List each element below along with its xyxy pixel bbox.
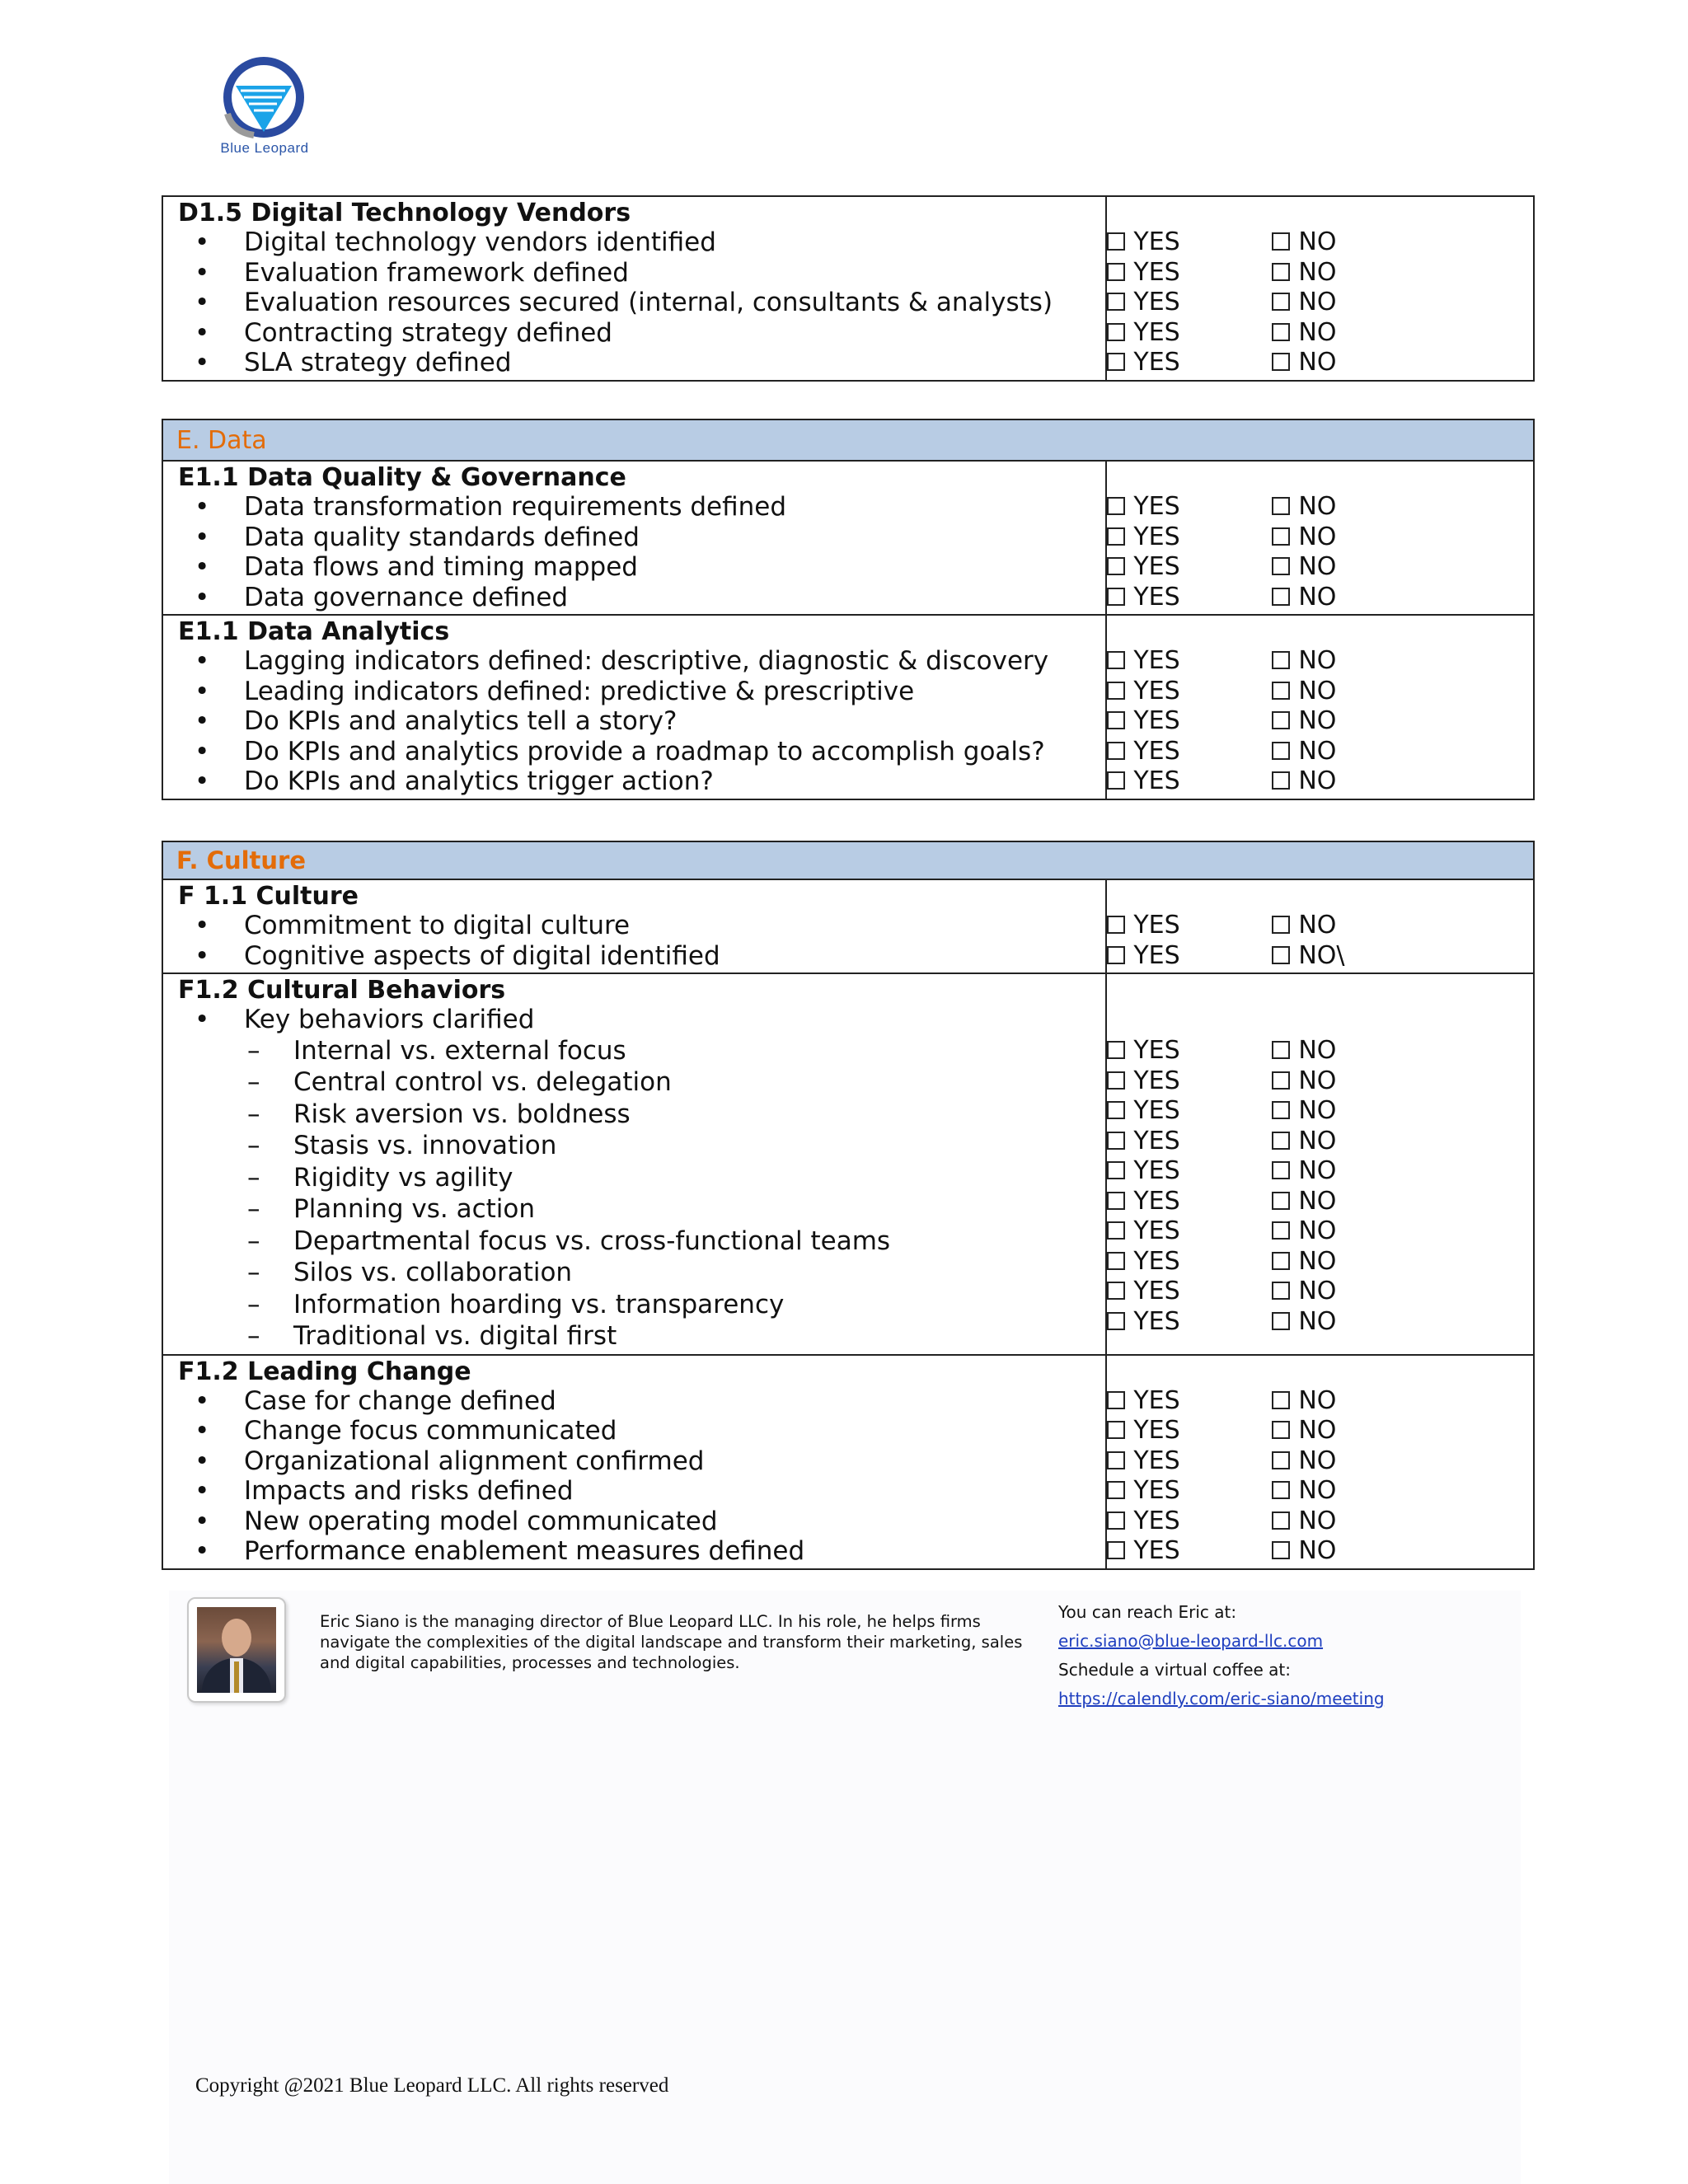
no-checkbox[interactable]: NO bbox=[1272, 1446, 1336, 1477]
yes-checkbox[interactable]: YES bbox=[1107, 552, 1179, 583]
f11-questions bbox=[162, 879, 1106, 973]
answer-row bbox=[1107, 1187, 1533, 1217]
no-checkbox[interactable]: NO bbox=[1272, 1036, 1336, 1066]
list-item: • Do KPIs and analytics tell a story? bbox=[195, 706, 678, 736]
no-checkbox[interactable]: NO bbox=[1272, 523, 1336, 553]
no-checkbox[interactable]: NO bbox=[1272, 1127, 1336, 1157]
yes-checkbox[interactable]: YES bbox=[1107, 1096, 1179, 1127]
answer-row bbox=[1107, 737, 1533, 767]
answer-row bbox=[1107, 1386, 1533, 1417]
no-checkbox[interactable]: NO bbox=[1272, 1216, 1336, 1247]
answer-row bbox=[1107, 706, 1533, 737]
copyright-notice: Copyright @2021 Blue Leopard LLC. All rights reserved bbox=[195, 2074, 669, 2097]
list-item: • Do KPIs and analytics provide a roadmap to accomplish goals? bbox=[195, 736, 1045, 766]
answer-row bbox=[1107, 583, 1533, 613]
yes-checkbox[interactable]: YES bbox=[1107, 646, 1179, 677]
no-checkbox[interactable]: NO bbox=[1272, 318, 1336, 349]
list-item: • Data transformation requirements defined bbox=[195, 492, 787, 522]
e11-questions bbox=[162, 461, 1106, 615]
yes-checkbox[interactable]: YES bbox=[1107, 1216, 1179, 1247]
answer-row bbox=[1107, 1277, 1533, 1307]
no-checkbox[interactable]: NO bbox=[1272, 552, 1336, 583]
list-item: • Data governance defined bbox=[195, 582, 569, 612]
contact-block bbox=[1058, 1598, 1503, 1713]
no-checkbox[interactable]: NO bbox=[1272, 1476, 1336, 1507]
f12-behaviors-questions bbox=[162, 973, 1106, 1355]
answer-row bbox=[1107, 677, 1533, 707]
d15-questions bbox=[162, 196, 1106, 381]
yes-checkbox[interactable]: YES bbox=[1107, 737, 1179, 767]
yes-checkbox[interactable]: YES bbox=[1107, 348, 1179, 378]
d15-table bbox=[162, 195, 1535, 382]
no-checkbox[interactable]: NO bbox=[1272, 766, 1336, 797]
no-checkbox[interactable]: NO bbox=[1272, 258, 1336, 288]
list-item: • Data quality standards defined bbox=[195, 522, 640, 552]
no-checkbox[interactable]: NO bbox=[1272, 911, 1336, 941]
yes-checkbox[interactable]: YES bbox=[1107, 1446, 1179, 1477]
yes-checkbox[interactable]: YES bbox=[1107, 1476, 1179, 1507]
reach-label: You can reach Eric at: bbox=[1058, 1602, 1237, 1622]
answer-row bbox=[1107, 552, 1533, 583]
no-checkbox[interactable]: NO bbox=[1272, 227, 1336, 258]
list-item: • Evaluation resources secured (internal, consultants & analysts) bbox=[195, 288, 1053, 317]
calendly-link[interactable]: https://calendly.com/eric-siano/meeting bbox=[1058, 1689, 1385, 1708]
list-item: • Impacts and risks defined bbox=[195, 1476, 574, 1506]
list-item: • Change focus communicated bbox=[195, 1416, 617, 1446]
answer-row bbox=[1107, 1507, 1533, 1537]
list-item: • Organizational alignment confirmed bbox=[195, 1446, 705, 1476]
answer-row bbox=[1107, 646, 1533, 677]
yes-checkbox[interactable]: YES bbox=[1107, 677, 1179, 707]
sub-item: – Stasis vs. innovation bbox=[247, 1131, 557, 1160]
section-f-table bbox=[162, 841, 1535, 1570]
yes-checkbox[interactable]: YES bbox=[1107, 706, 1179, 737]
no-checkbox[interactable]: NO bbox=[1272, 1536, 1336, 1567]
d15-answers bbox=[1106, 196, 1534, 381]
logo-text: Blue Leopard bbox=[220, 140, 309, 156]
f11-answers bbox=[1106, 879, 1534, 973]
answer-row bbox=[1107, 1476, 1533, 1507]
yes-checkbox[interactable]: YES bbox=[1107, 1187, 1179, 1217]
answer-row bbox=[1107, 1156, 1533, 1187]
sub-item: – Rigidity vs agility bbox=[247, 1162, 513, 1193]
answer-row bbox=[1107, 1247, 1533, 1277]
block-title: E1.1 Data Quality & Governance bbox=[178, 463, 626, 492]
no-checkbox[interactable]: NO bbox=[1272, 1156, 1336, 1187]
list-item: • Key behaviors clarified bbox=[195, 1005, 535, 1034]
yes-checkbox[interactable]: YES bbox=[1107, 1416, 1179, 1446]
yes-checkbox[interactable]: YES bbox=[1107, 1507, 1179, 1537]
sub-item: – Information hoarding vs. transparency bbox=[247, 1289, 785, 1319]
answer-row bbox=[1107, 348, 1533, 378]
no-checkbox[interactable]: NO bbox=[1272, 492, 1336, 523]
answer-row bbox=[1107, 1416, 1533, 1446]
coffee-label: Schedule a virtual coffee at: bbox=[1058, 1660, 1291, 1680]
yes-checkbox[interactable]: YES bbox=[1107, 766, 1179, 797]
no-checkbox[interactable]: NO bbox=[1272, 706, 1336, 737]
answer-row bbox=[1107, 911, 1533, 941]
list-item: • Contracting strategy defined bbox=[195, 317, 612, 348]
no-checkbox[interactable]: NO\ bbox=[1272, 941, 1344, 972]
no-checkbox[interactable]: NO bbox=[1272, 677, 1336, 707]
no-checkbox[interactable]: NO bbox=[1272, 1507, 1336, 1537]
sub-item: – Departmental focus vs. cross-functional teams bbox=[247, 1226, 891, 1256]
no-checkbox[interactable]: NO bbox=[1272, 1307, 1336, 1338]
answer-row bbox=[1107, 766, 1533, 797]
answer-row bbox=[1107, 1446, 1533, 1477]
no-checkbox[interactable]: NO bbox=[1272, 1386, 1336, 1417]
no-checkbox[interactable]: NO bbox=[1272, 737, 1336, 767]
section-f-header: F. Culture bbox=[162, 841, 1534, 879]
answer-row bbox=[1107, 1307, 1533, 1338]
answer-row bbox=[1107, 258, 1533, 288]
list-item: • Leading indicators defined: predictive & prescriptive bbox=[195, 676, 915, 706]
answer-row bbox=[1107, 1096, 1533, 1127]
f12-behaviors-answers bbox=[1106, 973, 1534, 1355]
f12-leading-change-questions bbox=[162, 1355, 1106, 1569]
block-title: D1.5 Digital Technology Vendors bbox=[178, 199, 631, 227]
no-checkbox[interactable]: NO bbox=[1272, 1096, 1336, 1127]
e11-analytics-questions bbox=[162, 615, 1106, 799]
block-title: F1.2 Cultural Behaviors bbox=[178, 976, 506, 1005]
list-item: • Performance enablement measures defined bbox=[195, 1536, 805, 1566]
author-bio: Eric Siano is the managing director of Blue Leopard LLC. In his role, he helps firms navigate the complexities of the digital landscape and transform their marketing, sales and digital capabilities, processes and technologies. bbox=[320, 1612, 1023, 1672]
answer-row bbox=[1107, 492, 1533, 523]
yes-checkbox[interactable]: YES bbox=[1107, 1066, 1179, 1097]
sub-item: – Traditional vs. digital first bbox=[247, 1321, 617, 1351]
block-title: F1.2 Leading Change bbox=[178, 1357, 471, 1386]
email-link[interactable]: eric.siano@blue-leopard-llc.com bbox=[1058, 1631, 1324, 1651]
answer-row bbox=[1107, 1216, 1533, 1247]
list-item: • Lagging indicators defined: descriptive, diagnostic & discovery bbox=[195, 646, 1049, 676]
answer-row bbox=[1107, 318, 1533, 349]
no-checkbox[interactable]: NO bbox=[1272, 1277, 1336, 1307]
yes-checkbox[interactable]: YES bbox=[1107, 583, 1179, 613]
no-checkbox[interactable]: NO bbox=[1272, 1066, 1336, 1097]
block-title: F 1.1 Culture bbox=[178, 882, 359, 911]
list-item: • Data flows and timing mapped bbox=[195, 552, 638, 582]
sub-item: – Risk aversion vs. boldness bbox=[247, 1099, 631, 1129]
answer-row bbox=[1107, 288, 1533, 318]
sub-item: – Silos vs. collaboration bbox=[247, 1258, 573, 1287]
yes-checkbox[interactable]: YES bbox=[1107, 1156, 1179, 1187]
answer-row bbox=[1107, 941, 1533, 972]
list-item: • Evaluation framework defined bbox=[195, 257, 629, 288]
yes-checkbox[interactable]: YES bbox=[1107, 1277, 1179, 1307]
list-item: • Digital technology vendors identified bbox=[195, 227, 716, 257]
author-photo bbox=[187, 1597, 286, 1703]
yes-checkbox[interactable]: YES bbox=[1107, 1536, 1179, 1567]
list-item: • Cognitive aspects of digital identified bbox=[195, 940, 720, 971]
yes-checkbox[interactable]: YES bbox=[1107, 1307, 1179, 1338]
no-checkbox[interactable]: NO bbox=[1272, 1416, 1336, 1446]
no-checkbox[interactable]: NO bbox=[1272, 1247, 1336, 1277]
answer-row bbox=[1107, 1536, 1533, 1567]
sub-item: – Internal vs. external focus bbox=[247, 1035, 626, 1066]
answer-row bbox=[1107, 1066, 1533, 1097]
yes-checkbox[interactable]: YES bbox=[1107, 227, 1179, 258]
e11-answers bbox=[1106, 461, 1534, 615]
yes-checkbox[interactable]: YES bbox=[1107, 523, 1179, 553]
yes-checkbox[interactable]: YES bbox=[1107, 911, 1179, 941]
sub-item: – Central control vs. delegation bbox=[247, 1067, 672, 1097]
yes-checkbox[interactable]: YES bbox=[1107, 1036, 1179, 1066]
yes-checkbox[interactable]: YES bbox=[1107, 258, 1179, 288]
no-checkbox[interactable]: NO bbox=[1272, 1187, 1336, 1217]
no-checkbox[interactable]: NO bbox=[1272, 348, 1336, 378]
section-e-table bbox=[162, 419, 1535, 800]
no-checkbox[interactable]: NO bbox=[1272, 583, 1336, 613]
yes-checkbox[interactable]: YES bbox=[1107, 318, 1179, 349]
block-title: E1.1 Data Analytics bbox=[178, 617, 450, 646]
list-item: • Case for change defined bbox=[195, 1385, 556, 1416]
yes-checkbox[interactable]: YES bbox=[1107, 941, 1179, 972]
answer-row bbox=[1107, 227, 1533, 258]
answer-row bbox=[1107, 1036, 1533, 1066]
list-item: • Do KPIs and analytics trigger action? bbox=[195, 766, 714, 796]
yes-checkbox[interactable]: YES bbox=[1107, 1247, 1179, 1277]
section-e-header: E. Data bbox=[162, 419, 1534, 461]
list-item: • SLA strategy defined bbox=[195, 348, 512, 377]
yes-checkbox[interactable]: YES bbox=[1107, 1127, 1179, 1157]
yes-checkbox[interactable]: YES bbox=[1107, 1386, 1179, 1417]
sub-item: – Planning vs. action bbox=[247, 1194, 536, 1224]
answer-row bbox=[1107, 523, 1533, 553]
list-item: • Commitment to digital culture bbox=[195, 911, 631, 940]
list-item: • New operating model communicated bbox=[195, 1506, 718, 1536]
f12-leading-change-answers bbox=[1106, 1355, 1534, 1569]
yes-checkbox[interactable]: YES bbox=[1107, 492, 1179, 523]
e11-analytics-answers bbox=[1106, 615, 1534, 799]
no-checkbox[interactable]: NO bbox=[1272, 288, 1336, 318]
answer-row bbox=[1107, 1127, 1533, 1157]
no-checkbox[interactable]: NO bbox=[1272, 646, 1336, 677]
yes-checkbox[interactable]: YES bbox=[1107, 288, 1179, 318]
